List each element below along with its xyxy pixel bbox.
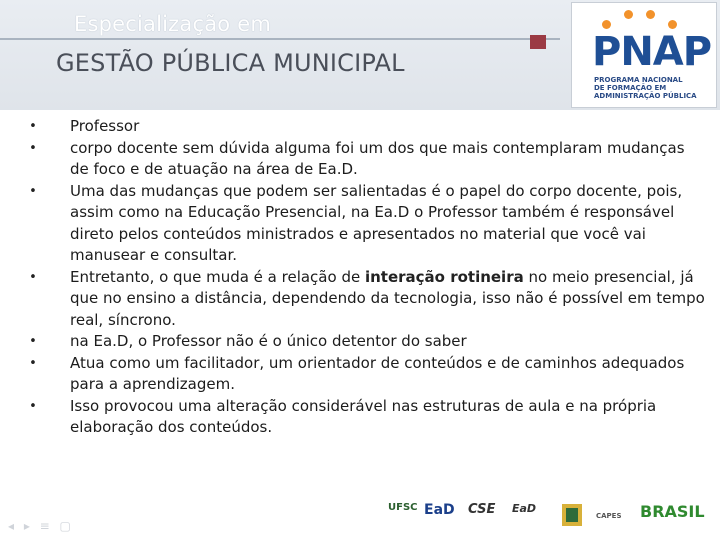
bullet-icon: • [29,183,37,199]
list-item-text: Isso provocou uma alteração considerável nas estruturas de aula e na própria elaboração dos conteúdos. [70,396,657,436]
cse-logo: CSE [468,502,496,517]
header-divider [0,38,560,40]
bullet-icon: • [29,119,37,134]
highlighted-term: interação rotineira [364,267,524,286]
list-item-text: corpo docente sem dúvida alguma foi um dos que mais contemplaram mudanças de foco e de atuação na área de Ea.D. [70,138,685,178]
ead-logo: EaD [424,502,455,518]
bullet-icon: • [29,269,37,285]
list-item [28,181,708,267]
logo-subtitle [594,76,704,100]
bullet-icon: • [29,140,37,156]
header-title: GESTÃO PÚBLICA MUNICIPAL [56,49,405,77]
list-item-text: Uma das mudanças que podem ser salientadas é o papel do corpo docente, pois, assim como na Educação Presencial, na Ea.D o Professor também é responsável direto pelos conteúdos ministrados e apresentados no material que você vai manusear e consultar. [70,181,683,264]
bullet-content [28,116,708,439]
list-item [28,138,708,181]
list-item-text [70,267,708,332]
list-item-text: Professor [70,117,140,135]
logo-word: PNAP [592,29,712,75]
slide-nav-controls[interactable]: ◂ ▸ ≡ ▢ [8,519,74,533]
list-item [28,267,708,332]
footer-logos [388,498,714,532]
capes-logo: CAPES [596,512,622,520]
list-item-text: na Ea.D, o Professor não é o único detentor do saber [70,332,467,350]
bullet-icon: • [29,355,37,371]
logo-subtitle-line: ADMINISTRAÇÃO PÚBLICA [594,92,697,100]
header-accent-square [530,35,546,49]
pnap-logo [571,2,717,108]
list-item-text-post: no meio presencial, já que no ensino a distância, dependendo da tecnologia, isso não é possível em tempo real, síncrono. [70,267,705,329]
bullet-icon: • [29,334,37,349]
list-item [28,116,708,138]
ufsc-logo: UFSC [388,502,418,513]
list-item [28,331,708,353]
university-shield-icon [560,502,584,528]
header-subtitle: Especialização em [74,12,271,36]
bullet-icon: • [29,398,37,414]
bullet-list [28,116,708,439]
list-item [28,396,708,439]
list-item-text-pre: Entretanto, o que muda é a relação de [70,267,365,286]
brasil-logo: BRASIL [640,502,705,521]
logo-subtitle-line: PROGRAMA NACIONAL [594,76,683,84]
list-item-text: Atua como um facilitador, um orientador de conteúdos e de caminhos adequados para a aprendizagem. [70,353,685,393]
ead-logo-2: EaD [512,502,537,515]
logo-subtitle-line: DE FORMAÇÃO EM [594,84,667,92]
list-item [28,353,708,396]
